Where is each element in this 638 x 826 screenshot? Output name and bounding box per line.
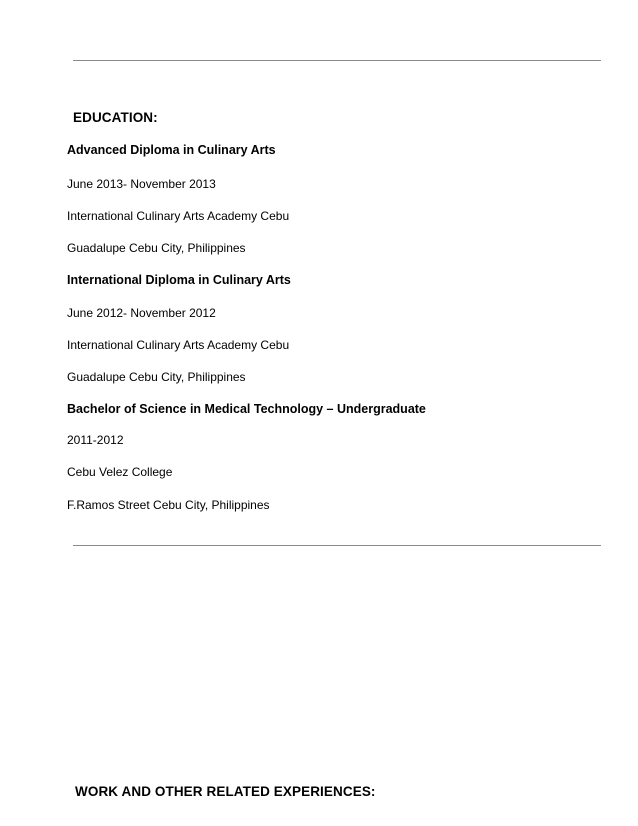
entry-1-dates: June 2013- November 2013 [67, 177, 216, 191]
entry-1-title: Advanced Diploma in Culinary Arts [67, 143, 276, 157]
middle-divider [73, 545, 601, 546]
top-divider [73, 60, 601, 61]
entry-2-location: Guadalupe Cebu City, Philippines [67, 370, 246, 384]
entry-2-dates: June 2012- November 2012 [67, 306, 216, 320]
entry-1-location: Guadalupe Cebu City, Philippines [67, 241, 246, 255]
entry-3-dates: 2011-2012 [67, 433, 124, 447]
work-experience-heading: WORK AND OTHER RELATED EXPERIENCES: [75, 784, 376, 799]
entry-3-location: F.Ramos Street Cebu City, Philippines [67, 498, 270, 512]
entry-2-institution: International Culinary Arts Academy Cebu [67, 338, 290, 352]
entry-2-title: International Diploma in Culinary Arts [67, 273, 291, 287]
entry-3-institution: Cebu Velez College [67, 465, 173, 479]
entry-1-institution: International Culinary Arts Academy Cebu [67, 209, 290, 223]
education-heading: EDUCATION: [73, 110, 158, 125]
entry-3-title: Bachelor of Science in Medical Technology – Undergraduate [67, 402, 426, 416]
